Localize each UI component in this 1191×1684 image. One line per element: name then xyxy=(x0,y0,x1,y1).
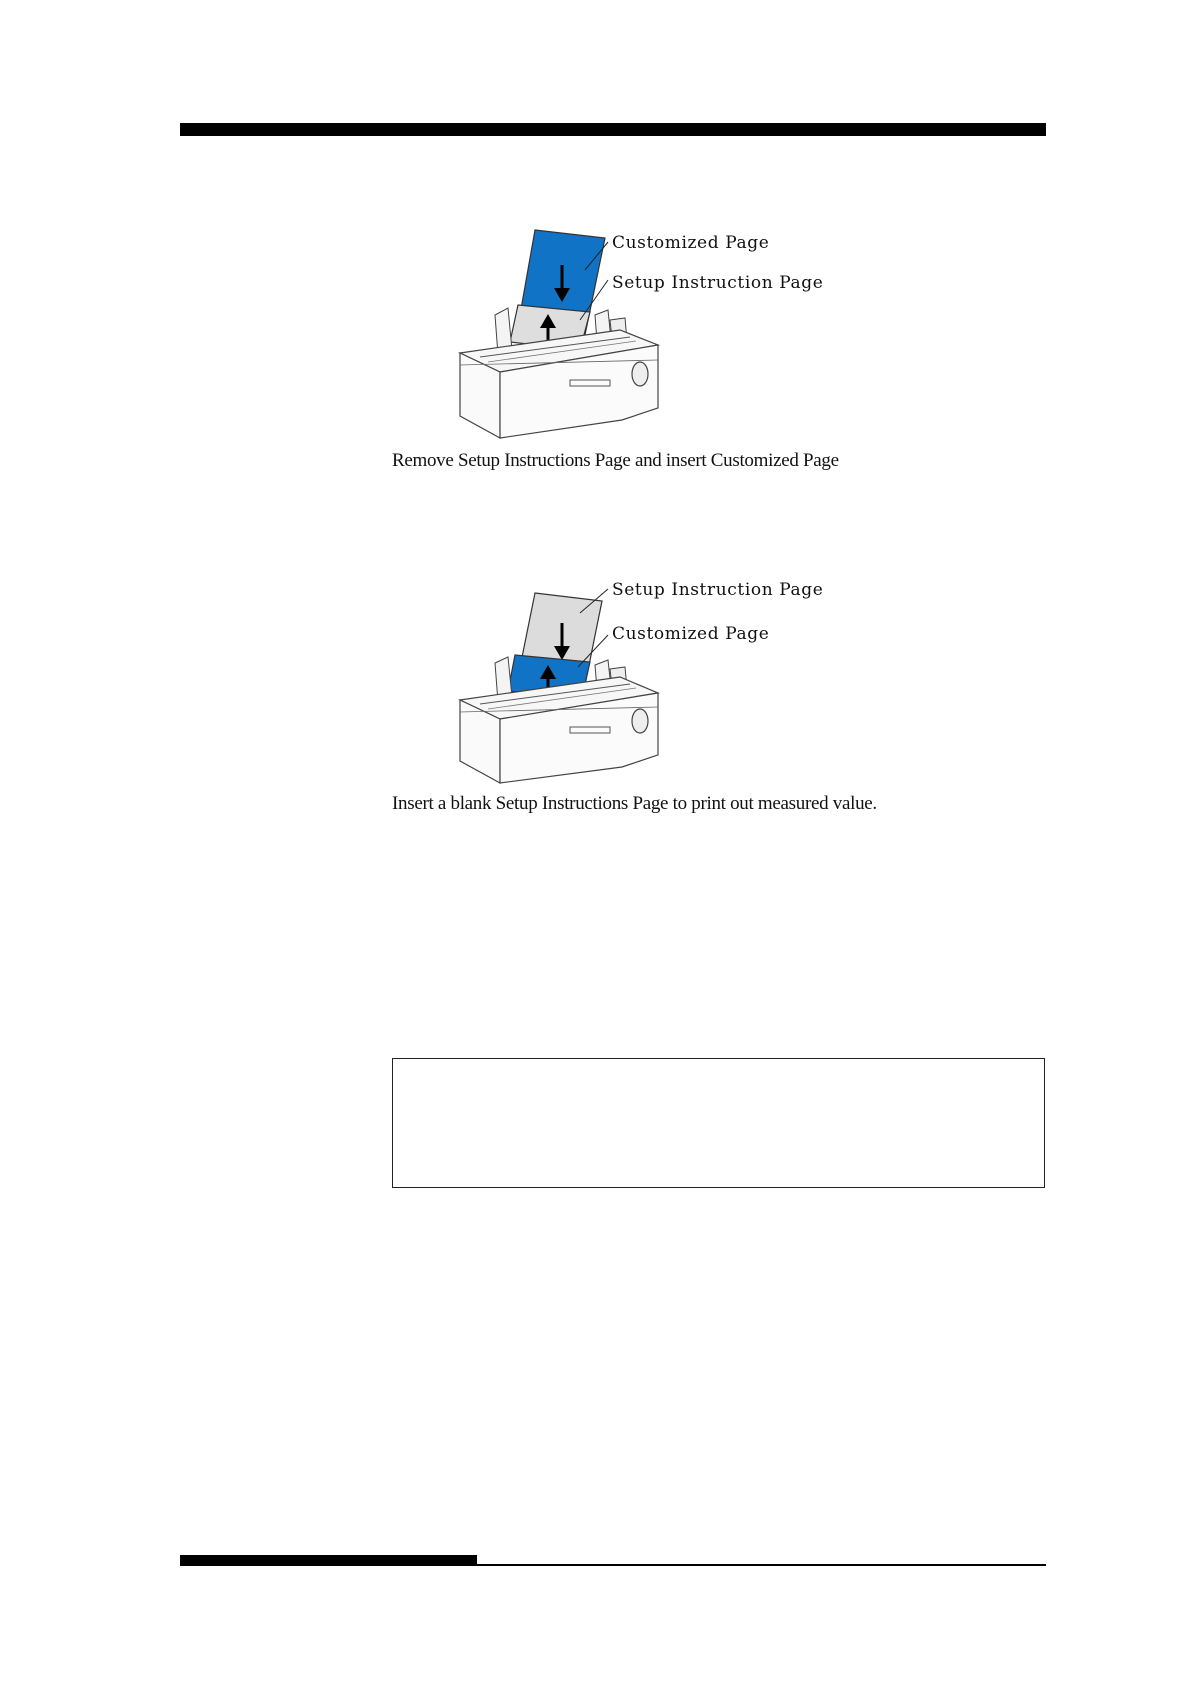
caption-figure-1: Remove Setup Instructions Page and insert Customized Page xyxy=(392,450,839,471)
note-box xyxy=(392,1058,1045,1188)
callout-setup-page: Setup Instruction Page xyxy=(612,580,824,600)
callout-setup-page: Setup Instruction Page xyxy=(612,273,824,293)
header-rule xyxy=(180,123,1046,136)
callout-customized-page: Customized Page xyxy=(612,624,770,644)
callout-customized-page: Customized Page xyxy=(612,233,770,253)
figure-remove-setup-page xyxy=(440,220,840,445)
figure-insert-blank-page xyxy=(440,585,840,790)
footer-rule-thin xyxy=(477,1564,1046,1566)
printer-icon xyxy=(440,220,840,445)
caption-figure-2: Insert a blank Setup Instructions Page to print out measured value. xyxy=(392,793,877,814)
printer-icon xyxy=(440,585,840,790)
footer-rule-thick xyxy=(180,1555,477,1566)
